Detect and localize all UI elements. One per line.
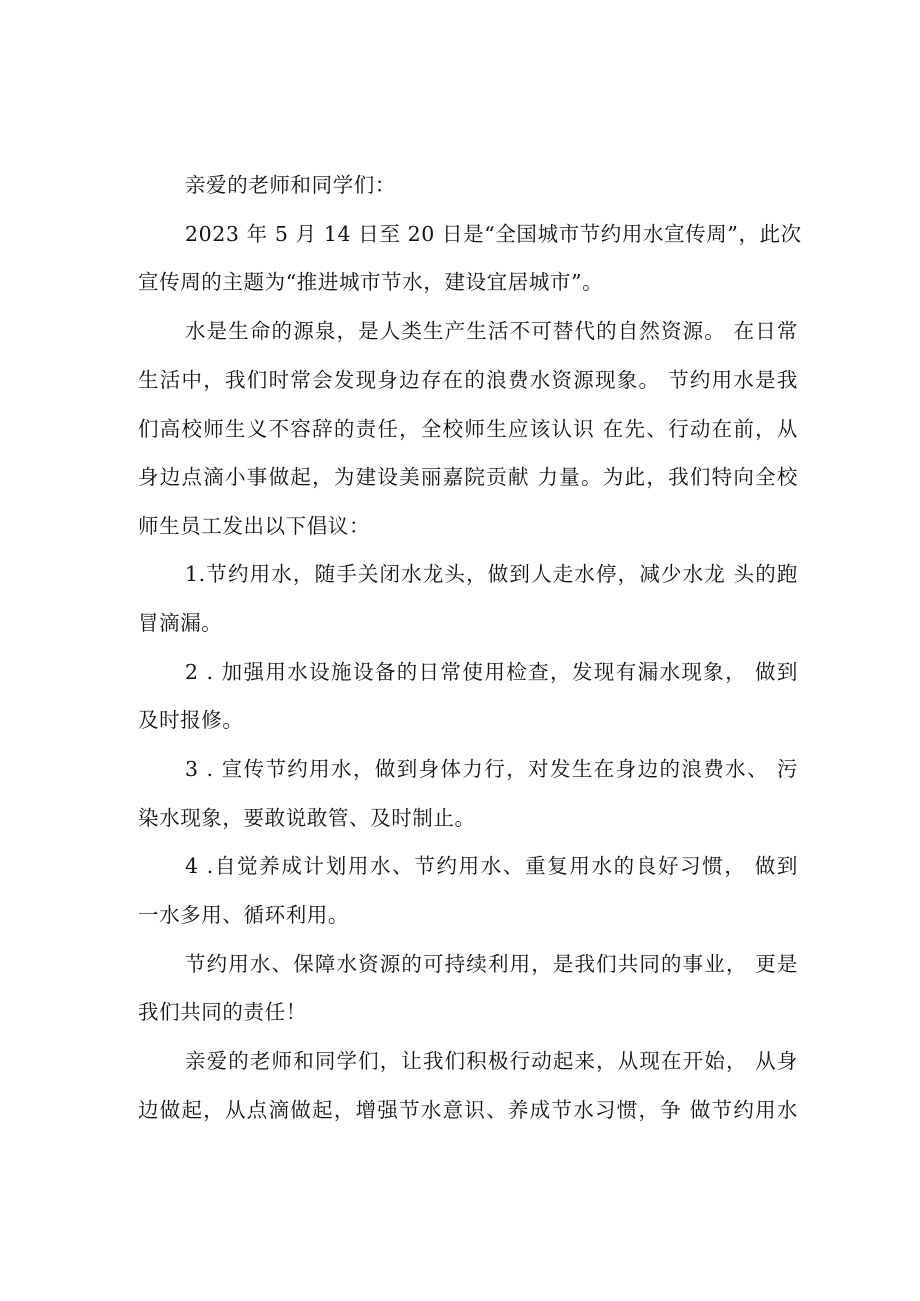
paragraph-3-line-2: 我们共同的责任！	[138, 1000, 307, 1024]
paragraph-2-line-3: 们高校师生义不容辞的责任，全校师生应该认识 在先、行动在前，从	[138, 417, 798, 441]
item-3-line-2: 染水现象，要敢说敢管、及时制止。	[138, 806, 476, 830]
paragraph-4-line-2: 边做起，从点滴做起，增强节水意识、养成节水习惯，争 做节约用水	[138, 1098, 798, 1122]
paragraph-4-line-1: 亲爱的老师和同学们，让我们积极行动起来，从现在开始， 从身	[185, 1049, 798, 1073]
paragraph-1-line-2: 宣传周的主题为“推进城市节水，建设宜居城市”。	[138, 270, 604, 294]
paragraph-2-line-2: 生活中，我们时常会发现身边存在的浪费水资源现象。 节约用水是我	[138, 368, 798, 392]
item-1-line-2: 冒滴漏。	[138, 611, 223, 635]
paragraph-2-line-1: 水是生命的源泉，是人类生产生活不可替代的自然资源。 在日常	[185, 319, 798, 343]
paragraph-3-line-1: 节约用水、保障水资源的可持续利用，是我们共同的事业， 更是	[185, 952, 798, 976]
item-2-line-2: 及时报修。	[138, 708, 244, 732]
item-3-line-1: 3 . 宣传节约用水，做到身体力行，对发生在身边的浪费水、 污	[185, 757, 798, 781]
paragraph-2-line-4: 身边点滴小事做起，为建设美丽嘉院贡献 力量。为此，我们特向全校	[138, 465, 798, 489]
paragraph-2-line-5: 师生员工发出以下倡议：	[138, 514, 371, 538]
paragraph-1-line-1: 2023 年 5 月 14 日至 20 日是“全国城市节约用水宣传周”，此次	[185, 222, 802, 246]
item-4-line-2: 一水多用、循环利用。	[138, 903, 349, 927]
salutation: 亲爱的老师和同学们：	[185, 173, 396, 197]
item-2-line-1: 2 . 加强用水设施设备的日常使用检查，发现有漏水现象， 做到	[185, 660, 798, 684]
item-4-line-1: 4 .自觉养成计划用水、节约用水、重复用水的良好习惯， 做到	[185, 854, 798, 878]
item-1-line-1: 1.节约用水，随手关闭水龙头，做到人走水停，减少水龙 头的跑	[185, 562, 798, 586]
